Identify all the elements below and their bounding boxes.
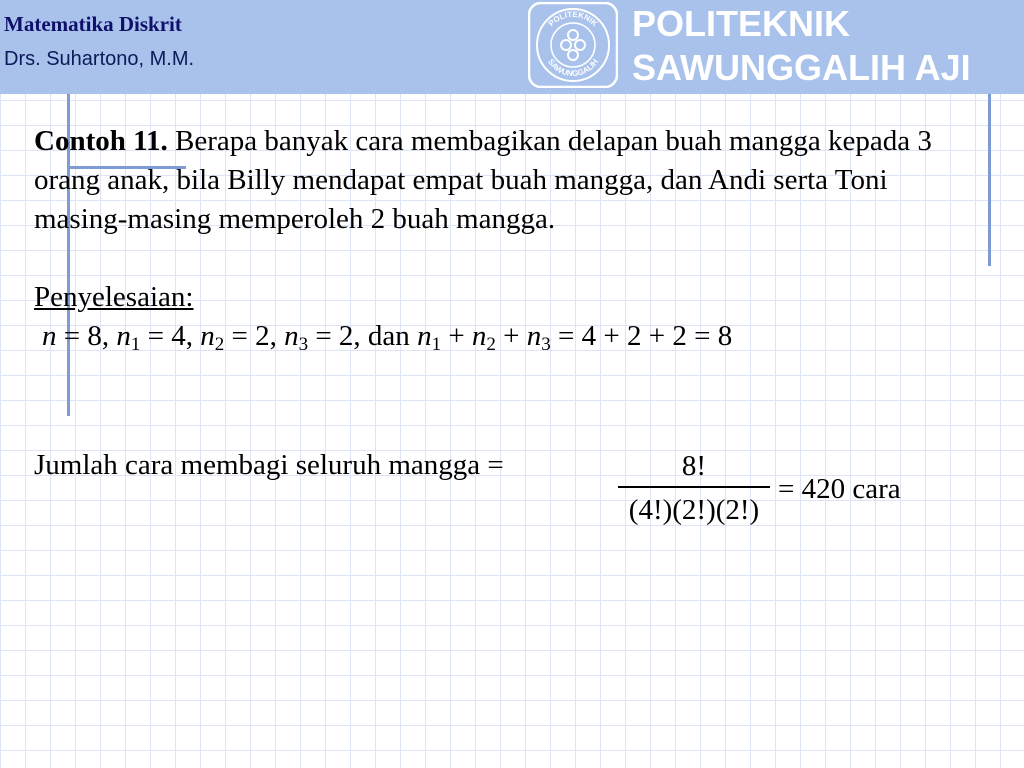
course-title: Matematika Diskrit (4, 12, 182, 36)
author-name: Drs. Suhartono, M.M. (4, 48, 195, 70)
logo-text-top: POLITEKNIK (546, 9, 600, 29)
eq-part: + (441, 320, 472, 352)
fraction-bar (618, 486, 770, 488)
subscript: 3 (541, 334, 551, 355)
fraction-denominator: (4!)(2!)(2!) (628, 493, 760, 526)
result-value: = 420 cara (778, 473, 901, 505)
fraction-numerator: 8! (681, 450, 707, 482)
eq-part: = 2, (224, 320, 285, 352)
example-text: Berapa banyak cara membagikan delapan buah mangga kepada 3 orang anak, bila Billy mendapat empat buah mangga, dan Andi serta Toni masing-masing memperoleh 2 buah mangga. (34, 125, 932, 235)
var-n: n (526, 320, 542, 352)
eq-part: = 4 + 2 + 2 = 8 (550, 320, 733, 352)
var-n: n (471, 320, 487, 352)
solution-equation (34, 317, 974, 356)
example-label: Contoh 11. (34, 125, 168, 157)
institution-name (632, 2, 971, 90)
subscript: 3 (298, 334, 309, 355)
example-paragraph (34, 122, 974, 239)
eq-part: = 8, (56, 320, 117, 352)
var-n: n (200, 320, 215, 352)
slide-header (0, 0, 1024, 94)
eq-part: = 4, (140, 320, 201, 352)
eq-part: = 2, dan (308, 320, 418, 352)
subscript: 2 (214, 334, 225, 355)
fraction (614, 448, 774, 528)
eq-part: + (495, 320, 527, 352)
subscript: 2 (486, 334, 496, 355)
institution-line-2: SAWUNGGALIH AJI (632, 47, 971, 88)
subscript: 1 (130, 334, 141, 355)
institution-line-1: POLITEKNIK (632, 3, 851, 44)
subscript: 1 (431, 334, 442, 355)
var-n: n (42, 320, 57, 352)
var-n: n (116, 320, 131, 352)
var-n: n (417, 320, 432, 352)
svg-text:POLITEKNIK (547, 10, 600, 28)
total-label: Jumlah cara membagi seluruh mangga = (34, 449, 504, 481)
slide-body (34, 122, 974, 356)
solution-heading: Penyelesaian: (34, 281, 194, 313)
decorative-vertical-line-right (988, 94, 991, 266)
politeknik-seal-icon (528, 2, 618, 88)
var-n: n (284, 320, 299, 352)
logo-text-bottom: SAWUNGGALIH (546, 57, 600, 79)
